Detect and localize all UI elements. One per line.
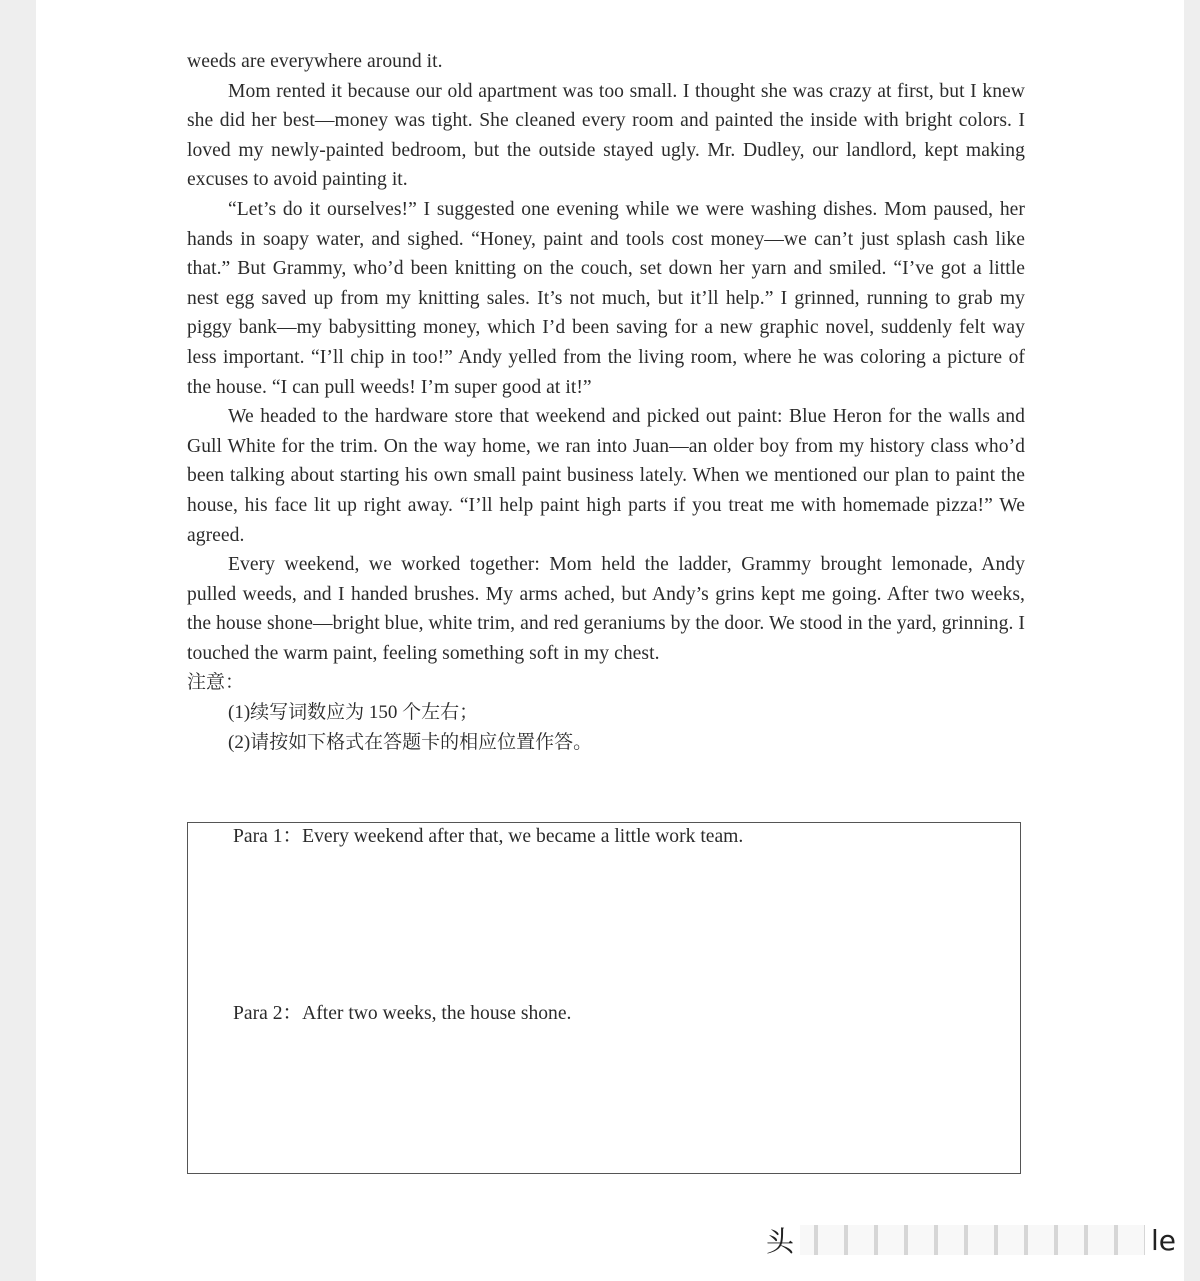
notes-item-2: (2)请按如下格式在答题卡的相应位置作答。 <box>228 731 593 753</box>
passage <box>187 47 1025 757</box>
para-1-prompt: Para 1：Every weekend after that, we became a little work team. <box>233 826 744 847</box>
watermark-right-text: le <box>1150 1223 1176 1257</box>
passage-paragraph-2: Mom rented it because our old apartment was too small. I thought she was crazy at first, but I knew she did her best—money was tight. She cleaned every room and painted the inside with bright colors. I loved my newly-painted bedroom, but the outside stayed ugly. Mr. Dudley, our landlord, kept making excuses to avoid painting it. <box>187 80 1025 191</box>
para-2-prompt: Para 2：After two weeks, the house shone. <box>233 1003 572 1024</box>
answer-box <box>187 822 1021 1174</box>
notes-item-1: (1)续写词数应为 150 个左右； <box>228 702 479 724</box>
passage-paragraph-4: We headed to the hardware store that weekend and picked out paint: Blue Heron for the walls and Gull White for the trim. On the way home, we ran into Juan—an older boy from my history class who’d been talking about starting his own small paint business lately. When we mentioned our plan to paint the house, his face lit up right away. “I’ll help paint high parts if you treat me with homemade pizza!” We agreed. <box>187 406 1025 546</box>
passage-paragraph-3: “Let’s do it ourselves!” I suggested one evening while we were washing dishes. Mom paused, her hands in soapy water, and sighed. “Honey, paint and tools cost money—we can’t just splash cash like that.” But Grammy, who’d been knitting on the couch, set down her yarn and smiled. “I’ve got a little nest egg saved up from my knitting sales. It’s not much, but it’ll help.” I grinned, running to grab my piggy bank—my babysitting money, which I’d been saving for a new graphic novel, suddenly felt way less important. “I’ll chip in too!” Andy yelled from the living room, where he was coloring a picture of the house. “I can pull weeds! I’m super good at it!” <box>187 198 1025 398</box>
document-page <box>36 0 1184 1281</box>
watermark <box>766 1220 1176 1260</box>
passage-paragraph-5: Every weekend, we worked together: Mom held the ladder, Grammy brought lemonade, Andy pulled weeds, and I handed brushes. My arms ached, but Andy’s grins kept me going. After two weeks, the house shone—bright blue, white trim, and red geraniums by the door. We stood in the yard, grinning. I touched the warm paint, feeling something soft in my chest. <box>187 554 1025 664</box>
watermark-left-char: 头 <box>766 1225 795 1258</box>
notes-title: 注意： <box>187 672 245 694</box>
passage-paragraph-1: weeds are everywhere around it. <box>187 51 443 72</box>
watermark-blurred-region <box>800 1225 1145 1255</box>
